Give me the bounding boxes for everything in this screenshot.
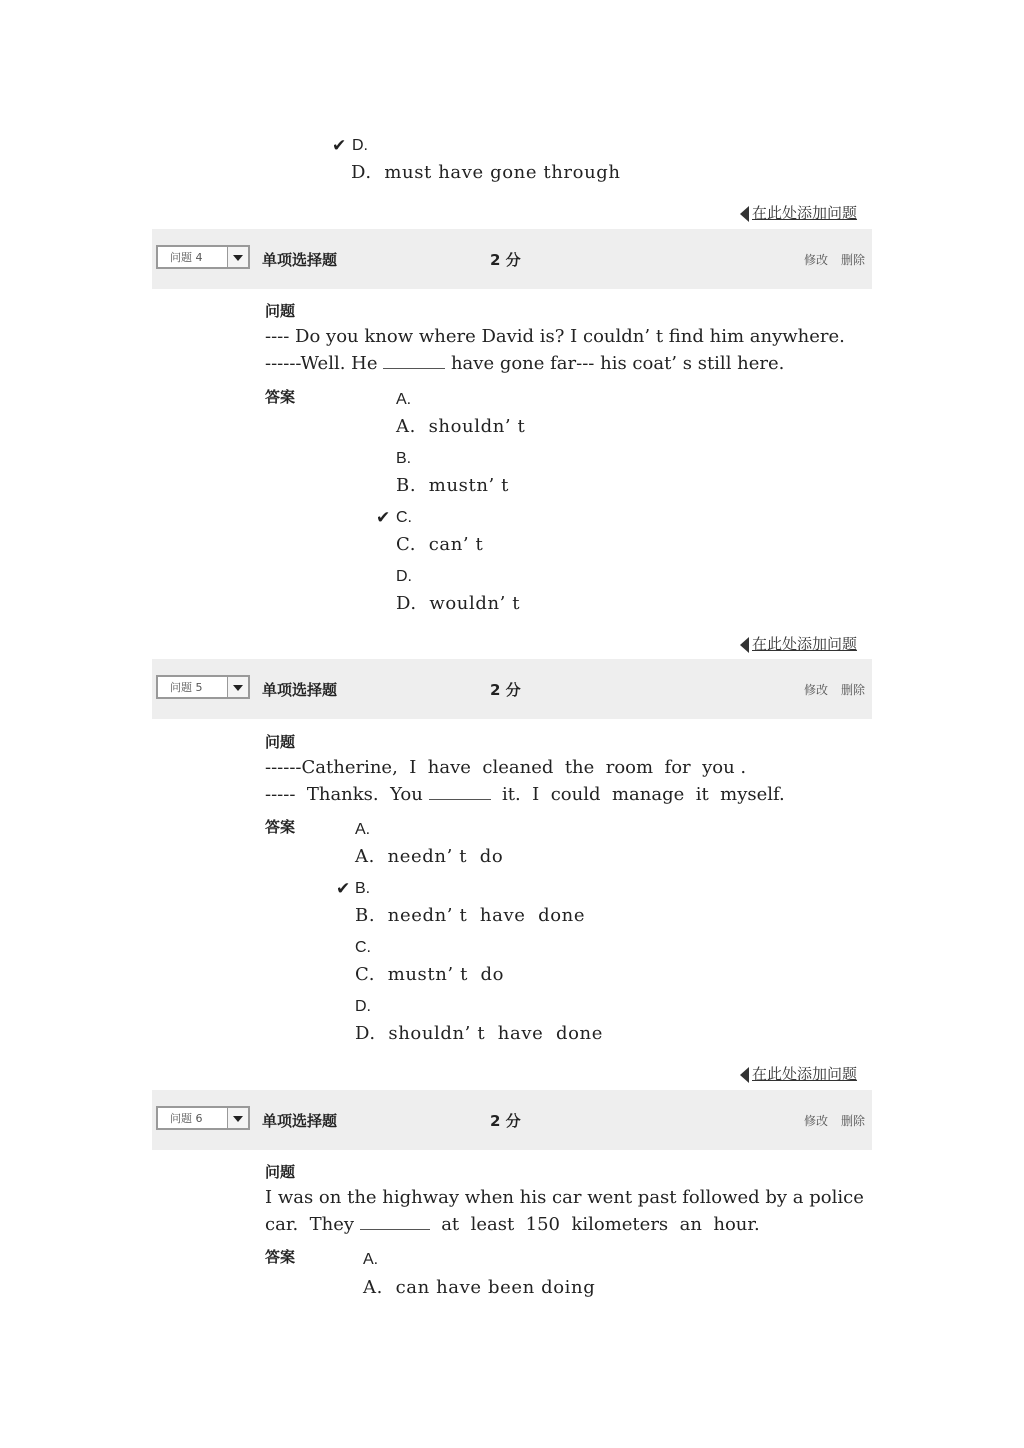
answer-label: 答案 xyxy=(265,388,296,406)
answer-label: 答案 xyxy=(265,818,296,836)
correct-check-icon: ✔ xyxy=(332,136,347,156)
add-question-label[interactable]: 在此处添加问题 xyxy=(752,1065,858,1083)
question-type: 单项选择题 xyxy=(262,681,338,699)
question-text-part: ----- Thanks. You xyxy=(265,784,429,805)
option-letter: B. xyxy=(355,880,371,897)
delete-link[interactable]: 删除 xyxy=(841,1114,866,1128)
correct-check-icon: ✔ xyxy=(336,879,351,899)
question-header-bar xyxy=(152,659,872,719)
arrow-left-icon xyxy=(740,1067,749,1083)
option-text: D. must have gone through xyxy=(351,162,621,183)
chevron-down-icon[interactable] xyxy=(227,1108,248,1128)
add-question-link[interactable] xyxy=(740,1063,857,1084)
option-letter: D. xyxy=(396,568,412,585)
delete-link[interactable]: 删除 xyxy=(841,683,866,697)
question-number-select[interactable] xyxy=(156,675,250,699)
question-points: 2 分 xyxy=(490,251,521,269)
add-question-link[interactable] xyxy=(740,202,857,223)
option-text: B. needn’ t have done xyxy=(355,905,586,926)
option-text: A. shouldn’ t xyxy=(396,416,526,437)
question-number-label: 问题 5 xyxy=(170,681,203,694)
question-text-line xyxy=(265,353,784,374)
question-number-label: 问题 6 xyxy=(170,1112,203,1125)
option-letter: C. xyxy=(396,509,412,526)
question-label: 问题 xyxy=(265,302,296,320)
option-text: A. needn’ t do xyxy=(355,846,504,867)
edit-link[interactable]: 修改 xyxy=(804,1114,829,1128)
chevron-down-icon[interactable] xyxy=(227,247,248,267)
add-question-label[interactable]: 在此处添加问题 xyxy=(752,204,858,222)
question-type: 单项选择题 xyxy=(262,251,338,269)
question-points: 2 分 xyxy=(490,681,521,699)
question-header-bar xyxy=(152,229,872,289)
option-text: C. mustn’ t do xyxy=(355,964,505,985)
option-text: A. can have been doing xyxy=(363,1277,596,1298)
add-question-link[interactable] xyxy=(740,633,857,654)
edit-link[interactable]: 修改 xyxy=(804,253,829,267)
correct-check-icon: ✔ xyxy=(376,508,391,528)
question-text-line: I was on the highway when his car went past followed by a police xyxy=(265,1187,864,1208)
question-text-part: ------Well. He xyxy=(265,353,384,374)
answer-blank xyxy=(360,1229,430,1230)
arrow-left-icon xyxy=(740,206,749,222)
question-number-select[interactable] xyxy=(156,245,250,269)
option-letter: A. xyxy=(396,391,412,408)
arrow-left-icon xyxy=(740,637,749,653)
option-text: B. mustn’ t xyxy=(396,475,509,496)
edit-link[interactable]: 修改 xyxy=(804,683,829,697)
question-text-line: ------Catherine, I have cleaned the room for you . xyxy=(265,757,747,778)
question-text-part: at least 150 kilometers an hour. xyxy=(429,1214,760,1235)
answer-blank xyxy=(429,799,491,800)
delete-link[interactable]: 删除 xyxy=(841,253,866,267)
question-text-part: have gone far--- his coat’ s still here. xyxy=(445,353,785,374)
option-letter: D. xyxy=(352,137,368,154)
answer-label: 答案 xyxy=(265,1248,296,1266)
option-letter: A. xyxy=(355,821,371,838)
question-number-select[interactable] xyxy=(156,1106,250,1130)
option-letter: C. xyxy=(355,939,371,956)
question-label: 问题 xyxy=(265,733,296,751)
option-letter: B. xyxy=(396,450,412,467)
add-question-label[interactable]: 在此处添加问题 xyxy=(752,635,858,653)
question-text-part: car. They xyxy=(265,1214,360,1235)
question-text-line xyxy=(265,784,785,805)
question-number-label: 问题 4 xyxy=(170,251,203,264)
question-header-bar xyxy=(152,1090,872,1150)
question-text-line xyxy=(265,1214,760,1235)
option-text: D. wouldn’ t xyxy=(396,593,521,614)
option-text: C. can’ t xyxy=(396,534,484,555)
question-type: 单项选择题 xyxy=(262,1112,338,1130)
question-text-part: it. I could manage it myself. xyxy=(490,784,785,805)
chevron-down-icon[interactable] xyxy=(227,677,248,697)
option-letter: D. xyxy=(355,998,371,1015)
question-label: 问题 xyxy=(265,1163,296,1181)
option-letter: A. xyxy=(363,1251,379,1268)
question-points: 2 分 xyxy=(490,1112,521,1130)
question-text-line: ---- Do you know where David is? I couldn’ t find him anywhere. xyxy=(265,326,845,347)
option-text: D. shouldn’ t have done xyxy=(355,1023,604,1044)
answer-blank xyxy=(383,368,445,369)
